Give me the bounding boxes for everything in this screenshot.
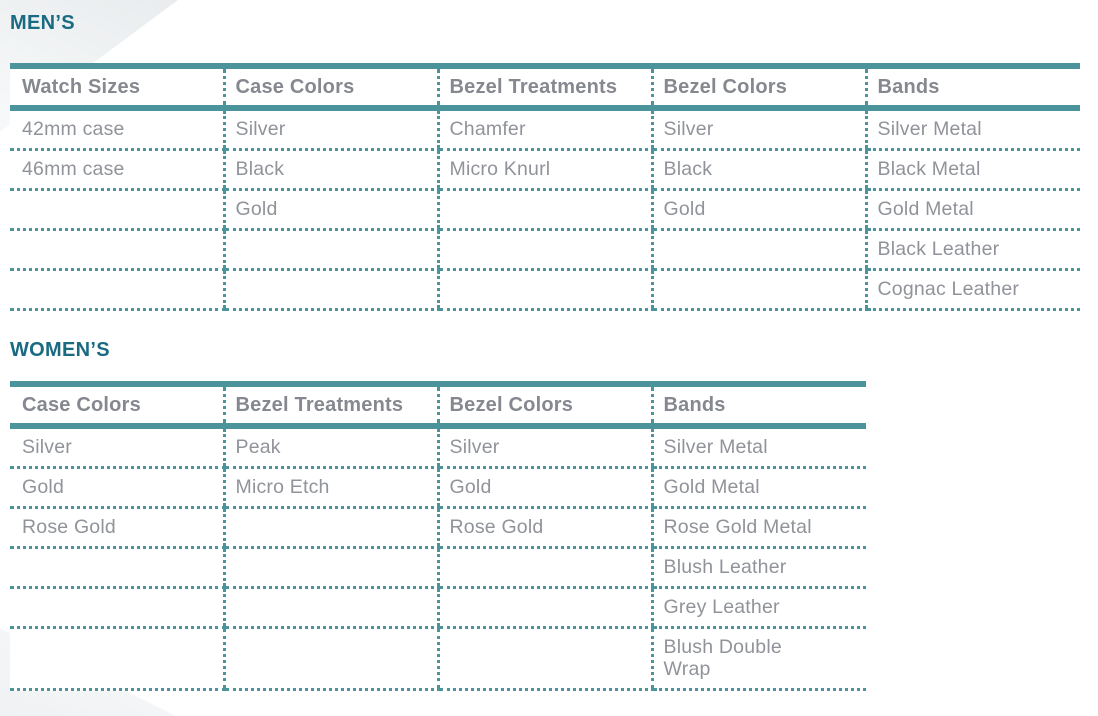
table-row	[10, 190, 1080, 230]
cell-text: Black Metal	[877, 158, 981, 180]
cell-text: Blush Leather	[663, 556, 787, 578]
table-cell	[438, 588, 652, 628]
table-cell	[866, 108, 1080, 150]
cell-text: Micro Etch	[235, 476, 330, 498]
cell-text: Gold	[235, 198, 278, 220]
cell-text: Black Leather	[877, 238, 1000, 260]
table-cell	[10, 230, 224, 270]
table-cell	[10, 150, 224, 190]
cell-text: Silver	[22, 436, 72, 458]
table-row	[10, 508, 866, 548]
column-header: Case Colors	[224, 66, 438, 108]
cell-text: Silver	[235, 118, 286, 140]
table-cell	[10, 270, 224, 310]
table-cell	[224, 588, 438, 628]
section-mens	[10, 12, 1098, 311]
section-womens	[10, 339, 1098, 691]
cell-text: Silver Metal	[663, 436, 768, 458]
table-cell	[652, 270, 866, 310]
table-row	[10, 150, 1080, 190]
cell-text: Grey Leather	[663, 596, 780, 618]
table-cell	[10, 468, 224, 508]
table-cell	[224, 190, 438, 230]
cell-text: Rose Gold Metal	[663, 516, 812, 538]
table-cell	[652, 190, 866, 230]
table-cell	[652, 150, 866, 190]
table-cell	[224, 270, 438, 310]
cell-text: 46mm case	[22, 158, 125, 180]
table-cell	[10, 426, 224, 468]
table-cell	[866, 230, 1080, 270]
cell-text: Blush Double Wrap	[663, 636, 782, 680]
cell-text: 42mm case	[22, 118, 125, 140]
table-cell	[10, 190, 224, 230]
table-cell	[652, 548, 866, 588]
table-cell	[438, 230, 652, 270]
table-cell	[438, 508, 652, 548]
table-cell	[224, 628, 438, 690]
cell-text: Black	[663, 158, 713, 180]
table-cell	[10, 508, 224, 548]
section-title-mens: MEN’S	[10, 12, 75, 34]
cell-text: Rose Gold	[449, 516, 544, 538]
cell-text: Gold	[22, 476, 64, 498]
table-cell	[652, 628, 866, 690]
column-header: Case Colors	[10, 384, 224, 426]
table-cell	[10, 628, 224, 690]
table-cell	[866, 270, 1080, 310]
table-row	[10, 426, 866, 468]
cell-text: Silver	[663, 118, 714, 140]
column-header: Bezel Colors	[438, 384, 652, 426]
cell-text: Silver Metal	[877, 118, 982, 140]
table-cell	[652, 468, 866, 508]
table-cell	[438, 426, 652, 468]
column-header: Bezel Treatments	[438, 66, 652, 108]
table-cell	[224, 468, 438, 508]
table-cell	[438, 628, 652, 690]
table-cell	[652, 108, 866, 150]
table-cell	[438, 468, 652, 508]
table-cell	[438, 270, 652, 310]
table-cell	[438, 548, 652, 588]
cell-text: Gold Metal	[877, 198, 974, 220]
column-header: Watch Sizes	[10, 66, 224, 108]
table-cell	[438, 190, 652, 230]
cell-text: Cognac Leather	[877, 278, 1020, 300]
column-header: Bands	[652, 384, 866, 426]
cell-text: Chamfer	[449, 118, 526, 140]
table-row	[10, 628, 866, 690]
table-cell	[438, 108, 652, 150]
table-cell	[224, 150, 438, 190]
cell-text: Micro Knurl	[449, 158, 551, 180]
cell-text: Gold	[449, 476, 492, 498]
table-cell	[224, 508, 438, 548]
cell-text: Silver	[449, 436, 500, 458]
column-header: Bezel Colors	[652, 66, 866, 108]
cell-text: Gold	[663, 198, 706, 220]
section-title-womens: WOMEN’S	[10, 339, 110, 361]
table-row	[10, 468, 866, 508]
mens-options-table	[10, 63, 1080, 311]
table-cell	[224, 230, 438, 270]
cell-text: Gold Metal	[663, 476, 760, 498]
table-cell	[224, 108, 438, 150]
table-cell	[224, 426, 438, 468]
table-cell	[10, 108, 224, 150]
table-cell	[224, 548, 438, 588]
table-cell	[866, 190, 1080, 230]
cell-text: Rose Gold	[22, 516, 116, 538]
table-cell	[10, 588, 224, 628]
table-cell	[10, 548, 224, 588]
table-cell	[438, 150, 652, 190]
table-row	[10, 270, 1080, 310]
column-header: Bezel Treatments	[224, 384, 438, 426]
table-cell	[652, 588, 866, 628]
cell-text: Black	[235, 158, 285, 180]
cell-text: Peak	[235, 436, 281, 458]
womens-options-table	[10, 381, 866, 691]
table-row	[10, 548, 866, 588]
table-cell	[652, 230, 866, 270]
table-row	[10, 230, 1080, 270]
table-cell	[866, 150, 1080, 190]
header-row	[10, 66, 1080, 108]
table-cell	[652, 508, 866, 548]
column-header: Bands	[866, 66, 1080, 108]
table-row	[10, 588, 866, 628]
table-cell	[652, 426, 866, 468]
table-row	[10, 108, 1080, 150]
header-row	[10, 384, 866, 426]
